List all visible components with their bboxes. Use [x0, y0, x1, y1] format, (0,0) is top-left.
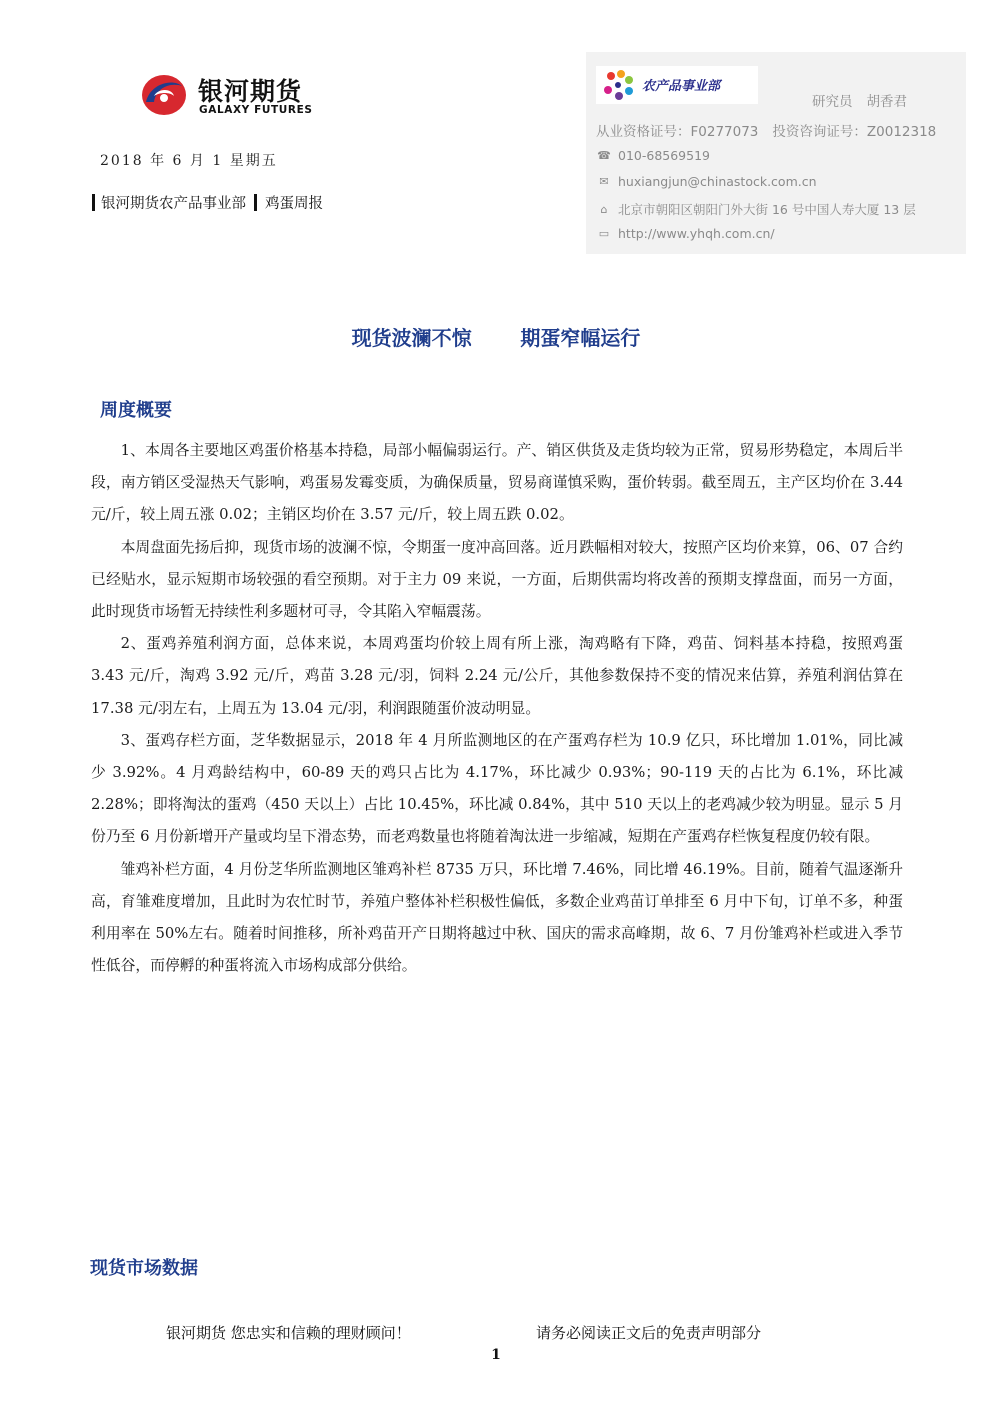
email-address[interactable]: huxiangjun@chinastock.com.cn: [618, 174, 817, 189]
department-logo-text: 农产品事业部: [642, 79, 721, 94]
galaxy-swirl-logo-icon: [140, 72, 188, 118]
certificates: [596, 120, 936, 140]
address-icon: ⌂: [600, 202, 608, 216]
paragraph: 雏鸡补栏方面，4 月份芝华所监测地区雏鸡补栏 8735 万只，环比增 7.46%，同比增 46.19%。目前，随着气温逐渐升高，育雏难度增加，且此时为农忙时节，养殖户整体补栏积极性偏低，多数企业鸡苗订单排至 6 月中下旬，订单不多，种蛋利用率在 50%左右。随着时间推移，所补鸡苗开产日期将越过中秋、国庆的需求高峰期，故 6、7 月份雏鸡补栏或进入季节性低谷，而停孵的种蛋将流入市场构成部分供给。: [91, 860, 903, 975]
footer-disclaimer: 请务必阅读正文后的免责声明部分: [536, 1324, 762, 1342]
breadcrumb-report: 鸡蛋周报: [265, 196, 323, 212]
section-heading-spot-market: 现货市场数据: [90, 1258, 198, 1279]
paragraph: 3、蛋鸡存栏方面，芝华数据显示，2018 年 4 月所监测地区的在产蛋鸡存栏为 10.9 亿只，环比增加 1.01%，同比减少 3.92%。4 月鸡龄结构中，60-89 天的鸡只占比为 4.17%，环比减少 0.93%；90-119 天的占比为 6.1%，环比减 2.28%；即将淘汰的蛋鸡（450 天以上）占比 10.45%，环比减 0.84%，其中 510 天以上的老鸡减少较为明显。显示 5 月份乃至 6 月份新增开产量或均呈下滑态势，而老鸡数量也将随着淘汰进一步缩减，短期在产蛋鸡存栏恢复程度仍较有限。: [91, 731, 903, 846]
paragraph: 2、蛋鸡养殖利润方面，总体来说，本周鸡蛋均价较上周有所上涨，淘鸡略有下降，鸡苗、饲料基本持稳，按照鸡蛋 3.43 元/斤，淘鸡 3.92 元/斤，鸡苗 3.28 元/羽，饲料 2.24 元/公斤，其他参数保持不变的情况来估算，养殖利润估算在 17.38 元/羽左右，上周五为 13.04 元/羽，利润跟随蛋价波动明显。: [91, 635, 903, 717]
analyst-info-box: [586, 52, 966, 254]
website-link[interactable]: http://www.yhqh.com.cn/: [618, 226, 775, 241]
department-logo: [596, 66, 758, 104]
department-logo-icon: [599, 68, 639, 102]
analyst-role: 研究员: [812, 94, 853, 110]
phone-line: [596, 148, 710, 163]
analyst: [812, 90, 907, 110]
phone-icon: ☎: [597, 149, 611, 162]
paragraph: 1、本周各主要地区鸡蛋价格基本持稳，局部小幅偏弱运行。产、销区供货及走货均较为正常，贸易形势稳定，本周后半段，南方销区受湿热天气影响，鸡蛋易发霉变质，为确保质量，贸易商谨慎采购，蛋价转弱。截至周五，主产区均价在 3.44 元/斤，较上周五涨 0.02；主销区均价在 3.57 元/斤，较上周五跌 0.02。: [91, 442, 903, 524]
weekly-summary-body: [91, 435, 903, 982]
breadcrumb-department: 银河期货农产品事业部: [101, 196, 246, 212]
address-line: [596, 200, 916, 218]
breadcrumb-bar: [92, 194, 95, 211]
galaxy-futures-logo: [140, 70, 340, 120]
report-title: 现货波澜不惊 期蛋窄幅运行: [351, 326, 641, 350]
page-number: 1: [491, 1347, 501, 1363]
postal-address: 北京市朝阳区朝阳门外大街 16 号中国人寿大厦 13 层: [618, 202, 916, 217]
phone-number: 010-68569519: [618, 148, 710, 163]
brand-name-en: GALAXY FUTURES: [199, 104, 313, 116]
breadcrumb: [92, 192, 323, 213]
website-line: [596, 226, 775, 241]
analyst-name: 胡香君: [866, 94, 907, 110]
consult-cert-number: 投资咨询证号：Z0012318: [772, 124, 937, 140]
breadcrumb-bar: [254, 194, 257, 211]
qualification-number: 从业资格证号：F0277073: [596, 124, 759, 140]
brand-name-cn: 银河期货: [198, 77, 303, 106]
report-date: 2018 年 6 月 1 星期五: [100, 153, 278, 169]
web-icon: ▭: [598, 227, 610, 240]
paragraph: 本周盘面先扬后抑，现货市场的波澜不惊，令期蛋一度冲高回落。近月跌幅相对较大，按照产区均价来算，06、07 合约已经贴水，显示短期市场较强的看空预期。对于主力 09 来说，一方面，后期供需均将改善的预期支撑盘面，而另一方面，此时现货市场暂无持续性利多题材可寻，令其陷入窄幅震荡。: [91, 538, 903, 621]
mail-icon: ✉: [599, 175, 609, 188]
section-heading-weekly-summary: 周度概要: [100, 400, 172, 421]
footer-slogan: 银河期货 您忠实和信赖的理财顾问！: [166, 1324, 411, 1342]
email-line: [596, 174, 817, 189]
